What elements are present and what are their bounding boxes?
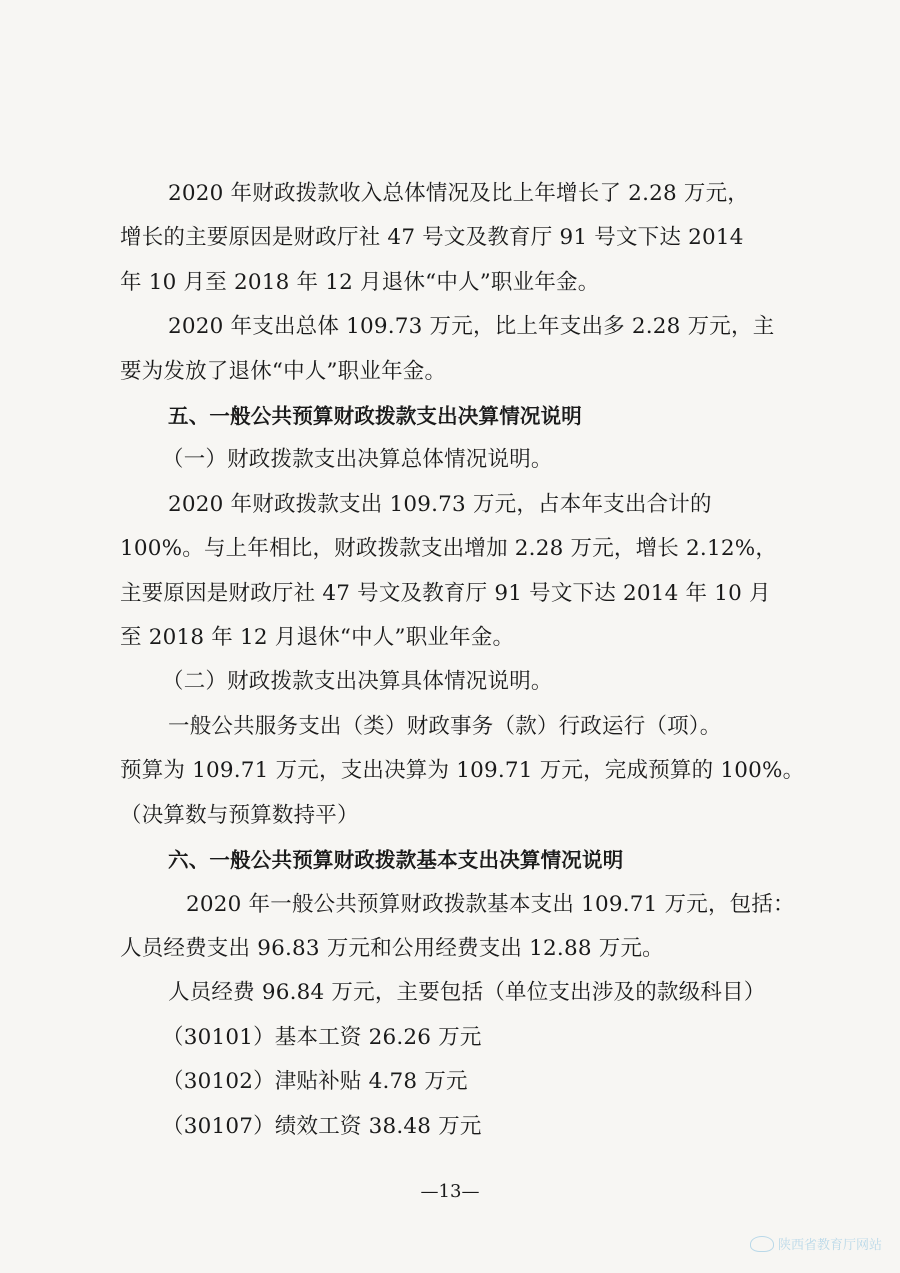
text-line: 至 2018 年 12 月退休“中人”职业年金。 bbox=[120, 625, 515, 651]
section-heading: 五、一般公共预算财政拨款支出决算情况说明 bbox=[168, 404, 582, 429]
text-line: 增长的主要原因是财政厅社 47 号文及教育厅 91 号文下达 2014 bbox=[120, 225, 744, 251]
text-line: （决算数与预算数持平） bbox=[120, 802, 359, 828]
text-line: （30107）绩效工资 38.48 万元 bbox=[162, 1113, 482, 1139]
text-line: 人员经费 96.84 万元，主要包括（单位支出涉及的款级科目） bbox=[168, 980, 766, 1006]
text-line: 预算为 109.71 万元，支出决算为 109.71 万元，完成预算的 100%。 bbox=[120, 758, 805, 784]
page-number: —13— bbox=[420, 1181, 480, 1202]
watermark-logo-icon bbox=[750, 1236, 774, 1252]
text-line: 年 10 月至 2018 年 12 月退休“中人”职业年金。 bbox=[120, 269, 600, 295]
watermark bbox=[750, 1234, 882, 1253]
text-line: （一）财政拨款支出决算总体情况说明。 bbox=[162, 447, 553, 473]
document-body bbox=[120, 172, 810, 1149]
text-line: 人员经费支出 96.83 万元和公用经费支出 12.88 万元。 bbox=[120, 935, 664, 961]
watermark-text: 陕西省教育厅网站 bbox=[777, 1238, 882, 1253]
text-line: 主要原因是财政厅社 47 号文及教育厅 91 号文下达 2014 年 10 月 bbox=[120, 580, 771, 606]
text-line: 要为发放了退休“中人”职业年金。 bbox=[120, 358, 447, 384]
text-line: 2020 年财政拨款支出 109.73 万元，占本年支出合计的 bbox=[168, 491, 712, 517]
text-line: 100%。与上年相比，财政拨款支出增加 2.28 万元，增长 2.12%， bbox=[120, 536, 778, 562]
text-line: （二）财政拨款支出决算具体情况说明。 bbox=[162, 669, 553, 695]
text-line: （30101）基本工资 26.26 万元 bbox=[162, 1024, 482, 1050]
text-line: 2020 年财政拨款收入总体情况及比上年增长了 2.28 万元， bbox=[168, 181, 749, 206]
section-heading: 六、一般公共预算财政拨款基本支出决算情况说明 bbox=[168, 848, 624, 873]
text-line: 2020 年一般公共预算财政拨款基本支出 109.71 万元，包括： bbox=[186, 891, 795, 917]
text-line: 2020 年支出总体 109.73 万元，比上年支出多 2.28 万元，主 bbox=[168, 314, 775, 340]
text-line: 一般公共服务支出（类）财政事务（款）行政运行（项）。 bbox=[168, 713, 722, 739]
text-line: （30102）津贴补贴 4.78 万元 bbox=[162, 1069, 468, 1095]
